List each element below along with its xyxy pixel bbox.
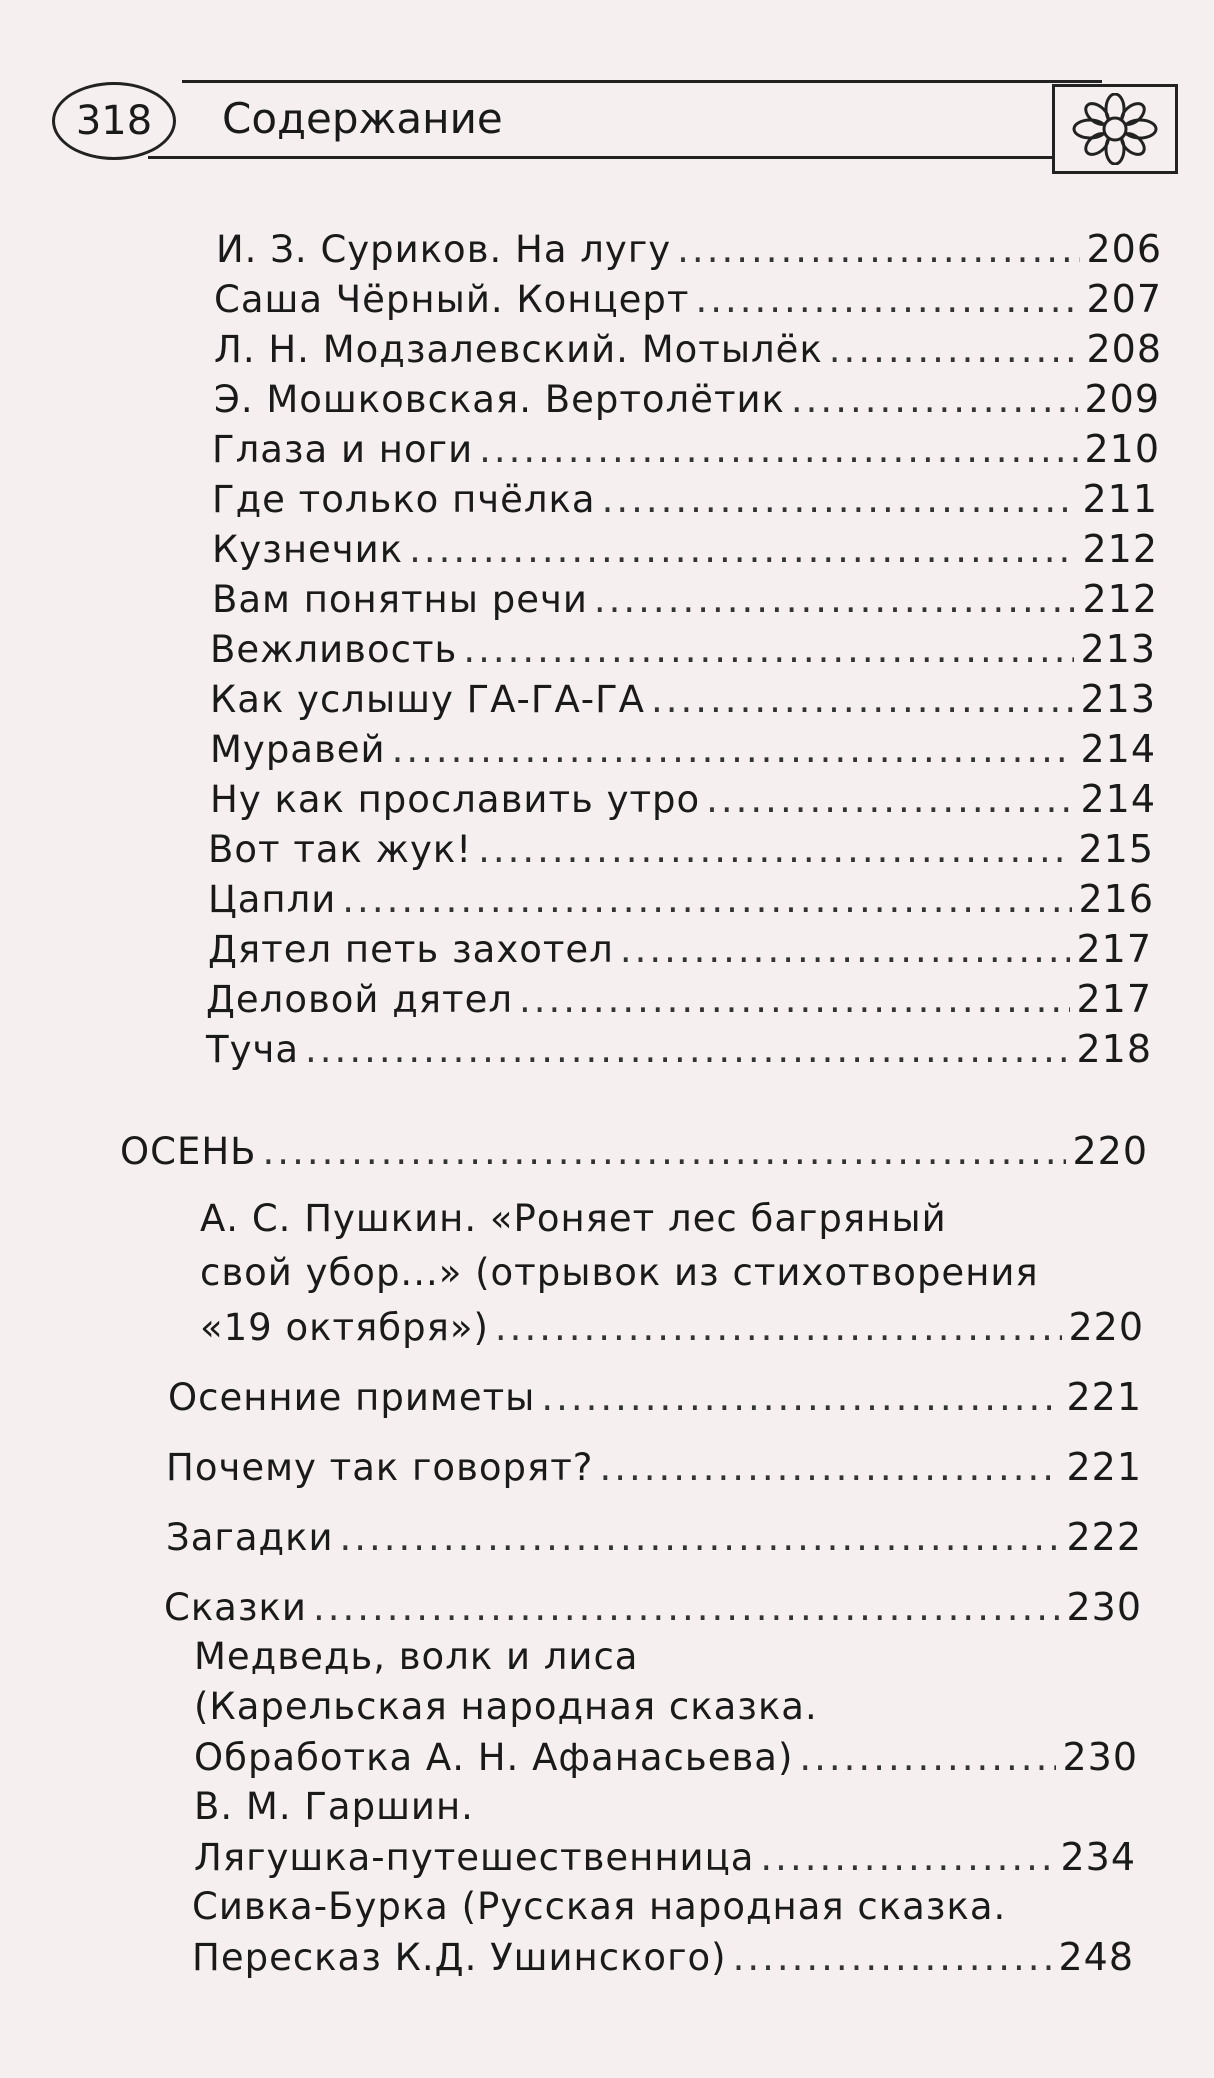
leader-dots <box>594 577 1077 623</box>
leader-dots <box>599 1445 1060 1491</box>
leader-dots <box>799 1735 1056 1781</box>
entry-page: 213 <box>1080 627 1156 671</box>
entry-title: Вам понятны речи <box>212 578 588 621</box>
leader-dots <box>313 1585 1061 1631</box>
leader-dots <box>409 527 1076 573</box>
header-top-rule <box>182 80 1102 83</box>
leader-dots <box>602 477 1077 523</box>
entry-page: 220 <box>1072 1129 1148 1173</box>
toc-entry <box>210 626 1156 673</box>
entry-title: Цапли <box>208 878 337 921</box>
toc-entry <box>168 1374 1142 1421</box>
toc-section-entry <box>120 1128 1148 1175</box>
page-title: Содержание <box>222 94 503 143</box>
entry-page: 216 <box>1078 877 1154 921</box>
entry-page: 230 <box>1062 1735 1138 1779</box>
entry-line: А. С. Пушкин. «Роняет лес багряный <box>200 1197 947 1240</box>
toc-entry <box>212 426 1160 473</box>
toc-entry <box>208 926 1152 973</box>
entry-title: Туча <box>206 1028 300 1071</box>
entry-page: 221 <box>1066 1445 1142 1489</box>
entry-title: Осенние приметы <box>168 1376 536 1419</box>
toc-entry <box>164 1584 1142 1631</box>
leader-dots <box>478 827 1072 873</box>
leader-dots <box>829 327 1081 373</box>
entry-page: 248 <box>1058 1935 1134 1979</box>
toc-entry <box>212 526 1158 573</box>
entry-page: 207 <box>1086 277 1162 321</box>
leader-dots <box>342 877 1072 923</box>
leader-dots <box>305 1027 1070 1073</box>
page-number: 318 <box>52 82 176 160</box>
entry-title: Ну как прославить утро <box>210 778 701 821</box>
toc-entry <box>194 1834 1136 1881</box>
entry-page: 220 <box>1068 1305 1144 1349</box>
entry-title: Глаза и ноги <box>212 428 474 471</box>
entry-page: 215 <box>1078 827 1154 871</box>
entry-line: Медведь, волк и лиса <box>194 1635 639 1678</box>
leader-dots <box>695 277 1080 323</box>
entry-page: 214 <box>1080 727 1156 771</box>
entry-title: Муравей <box>210 728 386 771</box>
entry-title: Вот так жук! <box>208 828 473 871</box>
entry-line: (Карельская народная сказка. <box>194 1685 818 1728</box>
entry-title: И. З. Суриков. На лугу <box>216 228 672 271</box>
entry-page: 209 <box>1084 377 1160 421</box>
entry-page: 230 <box>1066 1585 1142 1629</box>
toc-entry <box>212 576 1158 623</box>
toc-entry <box>208 826 1154 873</box>
toc-entry <box>192 1934 1134 1981</box>
entry-title: Почему так говорят? <box>166 1446 594 1489</box>
entry-page: 217 <box>1076 977 1152 1021</box>
entry-page: 208 <box>1086 327 1162 371</box>
toc-entry <box>214 276 1162 323</box>
entry-page: 206 <box>1086 227 1162 271</box>
entry-title: Где только пчёлка <box>212 478 596 521</box>
leader-dots <box>495 1305 1063 1351</box>
toc-entry <box>214 326 1162 373</box>
page-header <box>52 80 1182 180</box>
entry-title: Саша Чёрный. Концерт <box>214 278 690 321</box>
entry-title: «19 октября») <box>200 1306 489 1349</box>
entry-page: 221 <box>1066 1375 1142 1419</box>
entry-title: Сказки <box>164 1586 307 1629</box>
flower-icon <box>1052 84 1178 174</box>
header-bottom-rule <box>148 156 1102 159</box>
toc-entry <box>208 876 1154 923</box>
leader-dots <box>620 927 1071 973</box>
leader-dots <box>339 1515 1060 1561</box>
leader-dots <box>760 1835 1054 1881</box>
entry-page: 222 <box>1066 1515 1142 1559</box>
entry-title: Вежливость <box>210 628 458 671</box>
entry-page: 212 <box>1082 577 1158 621</box>
leader-dots <box>733 1935 1053 1981</box>
toc-entry <box>194 1734 1138 1781</box>
toc-entry <box>210 726 1156 773</box>
leader-dots <box>677 227 1080 273</box>
entry-page: 211 <box>1082 477 1158 521</box>
entry-page: 213 <box>1080 677 1156 721</box>
toc-entry <box>212 476 1158 523</box>
entry-title: Как услышу ГА-ГА-ГА <box>210 678 645 721</box>
entry-title: Лягушка-путешественница <box>194 1836 755 1879</box>
section-title: ОСЕНЬ <box>120 1130 257 1173</box>
toc-entry <box>166 1514 1142 1561</box>
toc-entry <box>210 776 1156 823</box>
leader-dots <box>706 777 1074 823</box>
entry-page: 212 <box>1082 527 1158 571</box>
toc-entry <box>214 376 1160 423</box>
entry-line: свой убор...» (отрывок из стихотворения <box>200 1251 1039 1294</box>
leader-dots <box>519 977 1070 1023</box>
toc-entry <box>166 1444 1142 1491</box>
entry-page: 234 <box>1060 1835 1136 1879</box>
entry-title: Пересказ К.Д. Ушинского) <box>192 1936 727 1979</box>
entry-page: 217 <box>1076 927 1152 971</box>
entry-page: 210 <box>1084 427 1160 471</box>
leader-dots <box>263 1129 1067 1175</box>
entry-line: В. М. Гаршин. <box>194 1785 474 1828</box>
entry-title: Э. Мошковская. Вертолётик <box>214 378 785 421</box>
entry-line: Сивка-Бурка (Русская народная сказка. <box>192 1885 1007 1928</box>
entry-title: Дятел петь захотел <box>208 928 614 971</box>
toc-entry <box>200 1304 1144 1351</box>
entry-page: 214 <box>1080 777 1156 821</box>
toc-entry <box>206 976 1152 1023</box>
entry-title: Кузнечик <box>212 528 404 571</box>
entry-title: Л. Н. Модзалевский. Мотылёк <box>214 328 823 371</box>
leader-dots <box>392 727 1075 773</box>
leader-dots <box>541 1375 1060 1421</box>
entry-page: 218 <box>1076 1027 1152 1071</box>
leader-dots <box>651 677 1074 723</box>
toc-entry <box>216 226 1162 273</box>
toc-entry <box>206 1026 1152 1073</box>
leader-dots <box>463 627 1074 673</box>
leader-dots <box>791 377 1079 423</box>
toc-entry <box>210 676 1156 723</box>
entry-title: Обработка А. Н. Афанасьева) <box>194 1736 794 1779</box>
entry-title: Деловой дятел <box>206 978 514 1021</box>
entry-title: Загадки <box>166 1516 334 1559</box>
leader-dots <box>479 427 1078 473</box>
